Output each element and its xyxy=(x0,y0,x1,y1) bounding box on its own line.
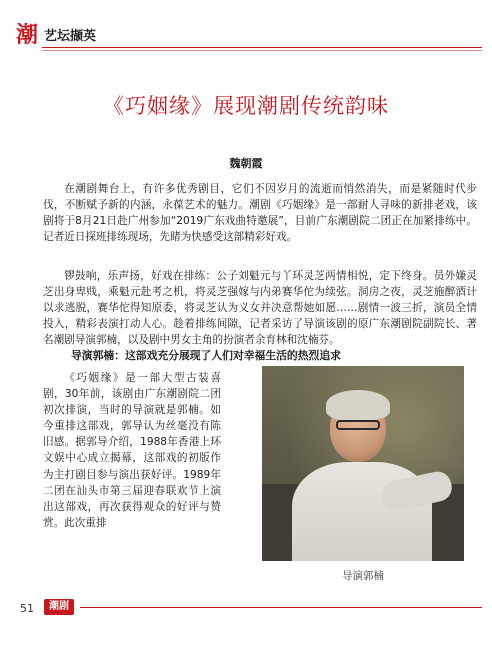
photo-person-glasses xyxy=(336,420,380,430)
header-divider xyxy=(42,47,482,48)
footer-logo-icon: 潮剧 xyxy=(44,599,74,615)
article-side-paragraph: 《巧姻缘》是一部大型古装喜剧，30年前，该剧由广东潮剧院二团初次排演，当时的导演就是郭楠。如今重排这部戏，郭导认为丝毫没有陈旧感。据郭导介绍，1988年香港上环文娱中心成立揭幕，这部戏的初版作为主打剧目参与演出获好评。1989年二团在汕头市第三届迎春联欢节上演出这部戏，再次获得观众的好评与赞赏。此次重排 xyxy=(43,372,221,529)
section-subheading: 导演郭楠：这部戏充分展现了人们对幸福生活的热烈追求 xyxy=(71,349,341,362)
page-number: 51 xyxy=(20,602,34,615)
article-title: 《巧姻缘》展现潮剧传统韵味 xyxy=(103,94,389,118)
director-photo xyxy=(262,366,464,561)
photo-person-hair xyxy=(326,390,390,420)
article-author: 魏朝霞 xyxy=(229,157,263,170)
magazine-logo-icon: 潮 xyxy=(15,22,38,48)
footer-divider xyxy=(80,607,482,608)
article-paragraph-2: 锣鼓响，乐声扬，好戏在排练：公子刘魁元与丫环灵芝两情相悦，定下终身。员外嫌灵芝出身卑贱，乘魁元赴考之机，将灵芝强嫁与内弟赛华佗为续弦。洞房之夜，灵芝施醉酒计以求逃脱，赛华佗得知原委，将灵芝认为义女并决意帮她如愿……剧情一波三折，演员全情投入，精彩表演打动人心。趁着排练间隙，记者采访了导演该剧的原广东潮剧院副院长、著名潮剧导演郭楠，以及剧中男女主角的扮演者余育林和沈楠芬。 xyxy=(43,270,477,346)
header-divider-secondary xyxy=(42,50,482,51)
article-paragraph-1: 在潮剧舞台上，有许多优秀剧目，它们不因岁月的流逝而悄然消失，而是紧随时代步伐，不断赋予新的内涵，永葆艺术的魅力。潮剧《巧姻缘》是一部耐人寻味的新排老戏，该剧将于8月21日赴广州参加“2019广东戏曲特邀展”，目前广东潮剧院二团正在加紧排练中。记者近日探班排练现场，先睹为快感受这部精彩好戏。 xyxy=(43,183,477,243)
photo-caption: 导演郭楠 xyxy=(342,570,384,582)
section-title: 艺坛撷英 xyxy=(44,29,97,44)
